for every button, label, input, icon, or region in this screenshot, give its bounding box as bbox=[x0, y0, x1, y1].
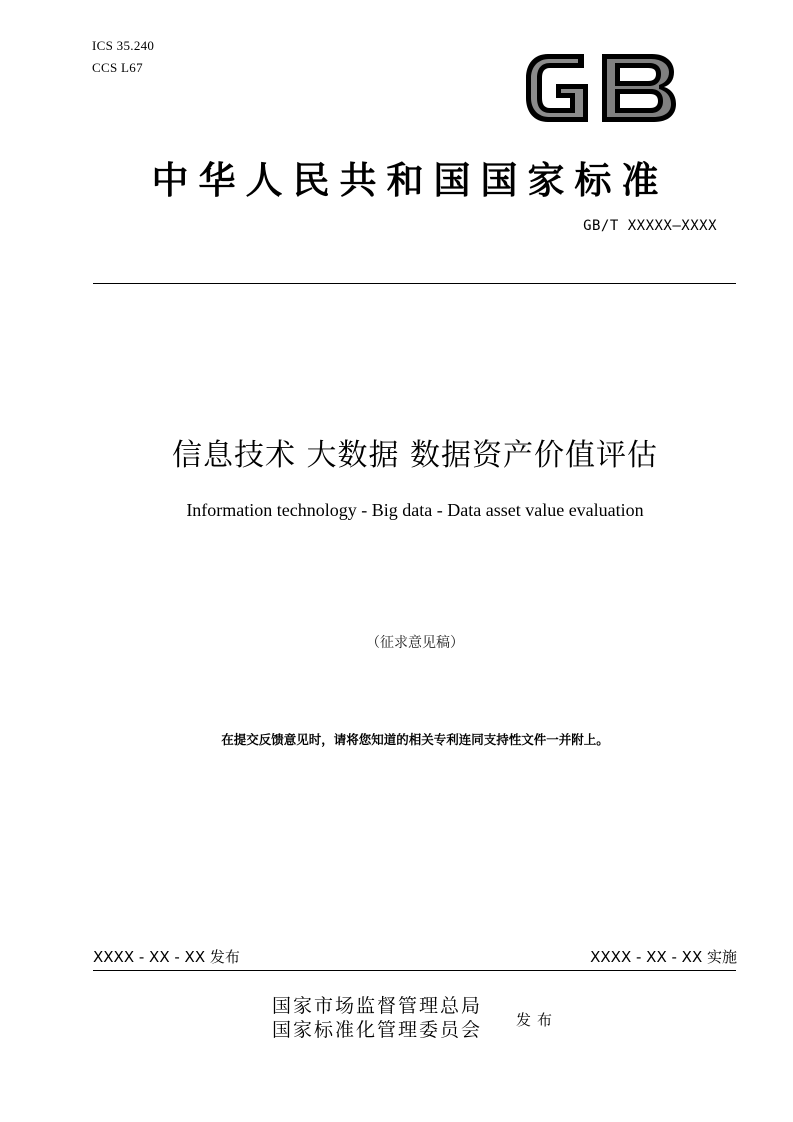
implementation-date: XXXX - XX - XX 实施 bbox=[590, 948, 737, 966]
document-title-en: Information technology - Big data - Data asset value evaluation bbox=[186, 500, 644, 520]
publish-label: 发布 bbox=[516, 1011, 559, 1029]
patent-notice: 在提交反馈意见时，请将您知道的相关专利连同支持性文件一并附上。 bbox=[221, 732, 609, 747]
standard-category-title: 中华人民共和国国家标准 bbox=[151, 159, 669, 202]
issuing-authorities bbox=[272, 994, 482, 1042]
standard-number: GB/T XXXXX—XXXX bbox=[583, 218, 717, 234]
gb-logo bbox=[522, 48, 678, 128]
ics-code: ICS 35.240 bbox=[92, 38, 155, 53]
issuer-sac: 国家标准化管理委员会 bbox=[272, 1019, 483, 1041]
issue-date: XXXX - XX - XX 发布 bbox=[93, 948, 240, 966]
document-title-cn: 信息技术 大数据 数据资产价值评估 bbox=[171, 438, 659, 473]
draft-status: （征求意见稿） bbox=[366, 635, 464, 651]
issuer-samr: 国家市场监督管理总局 bbox=[272, 995, 483, 1017]
top-divider bbox=[93, 283, 736, 284]
ccs-code: CCS L67 bbox=[92, 60, 143, 75]
bottom-divider bbox=[93, 970, 736, 971]
gb-logo-mark bbox=[526, 54, 676, 122]
